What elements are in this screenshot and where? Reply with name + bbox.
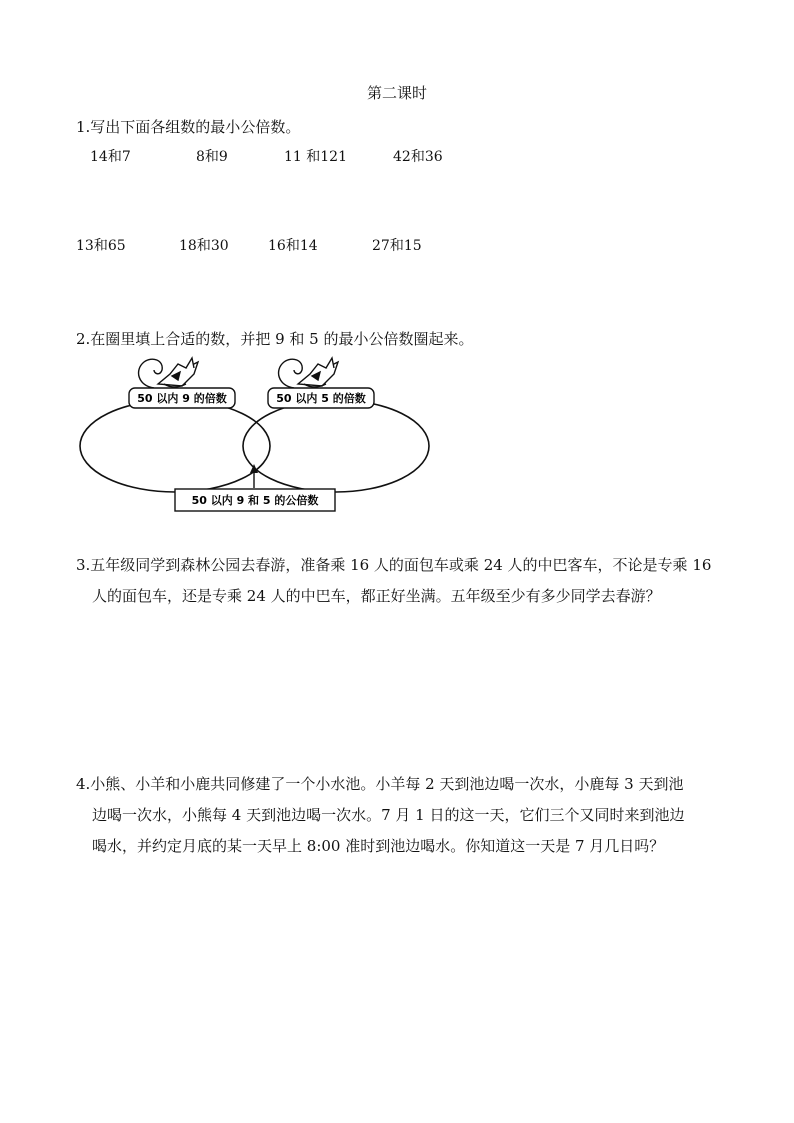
q1-item: 16和14 — [268, 238, 318, 254]
q1-item: 27和15 — [372, 238, 422, 254]
left-circle-label: 50 以内 9 的倍数 — [137, 392, 227, 405]
question-3-line-2: 人的面包车，还是专乘 24 人的中巴车，都正好坐满。五年级至少有多少同学去春游？ — [92, 587, 661, 605]
squirrel-icon — [139, 358, 198, 388]
q1-item: 8和9 — [196, 149, 228, 165]
question-3-line-1: 3.五年级同学到森林公园去春游，准备乘 16 人的面包车或乘 24 人的中巴客车，不论是专乘 16 — [76, 556, 712, 574]
question-4-line-3: 喝水，并约定月底的某一天早上 8:00 准时到池边喝水。你知道这一天是 7 月几日吗？ — [92, 837, 665, 855]
right-circle — [243, 400, 429, 492]
page-title: 第二课时 — [366, 84, 427, 102]
right-circle-label: 50 以内 5 的倍数 — [276, 392, 366, 405]
question-2-prompt: 2.在圈里填上合适的数，并把 9 和 5 的最小公倍数圈起来。 — [76, 330, 474, 348]
venn-diagram — [74, 352, 434, 518]
q1-item: 42和36 — [393, 149, 443, 165]
left-circle — [80, 400, 270, 492]
question-4-line-1: 4.小熊、小羊和小鹿共同修建了一个小水池。小羊每 2 天到池边喝一次水，小鹿每 3 天到池 — [76, 775, 684, 793]
q1-item: 11 和121 — [284, 149, 347, 165]
squirrel-icon — [279, 358, 338, 388]
common-multiple-label: 50 以内 9 和 5 的公倍数 — [191, 494, 319, 507]
question-4-line-2: 边喝一次水，小熊每 4 天到池边喝一次水。7 月 1 日的这一天，它们三个又同时来到池边 — [92, 806, 685, 824]
q1-item: 14和7 — [90, 149, 131, 165]
q1-item: 13和65 — [76, 238, 126, 254]
question-1-prompt: 1.写出下面各组数的最小公倍数。 — [76, 118, 301, 136]
q1-item: 18和30 — [179, 238, 229, 254]
